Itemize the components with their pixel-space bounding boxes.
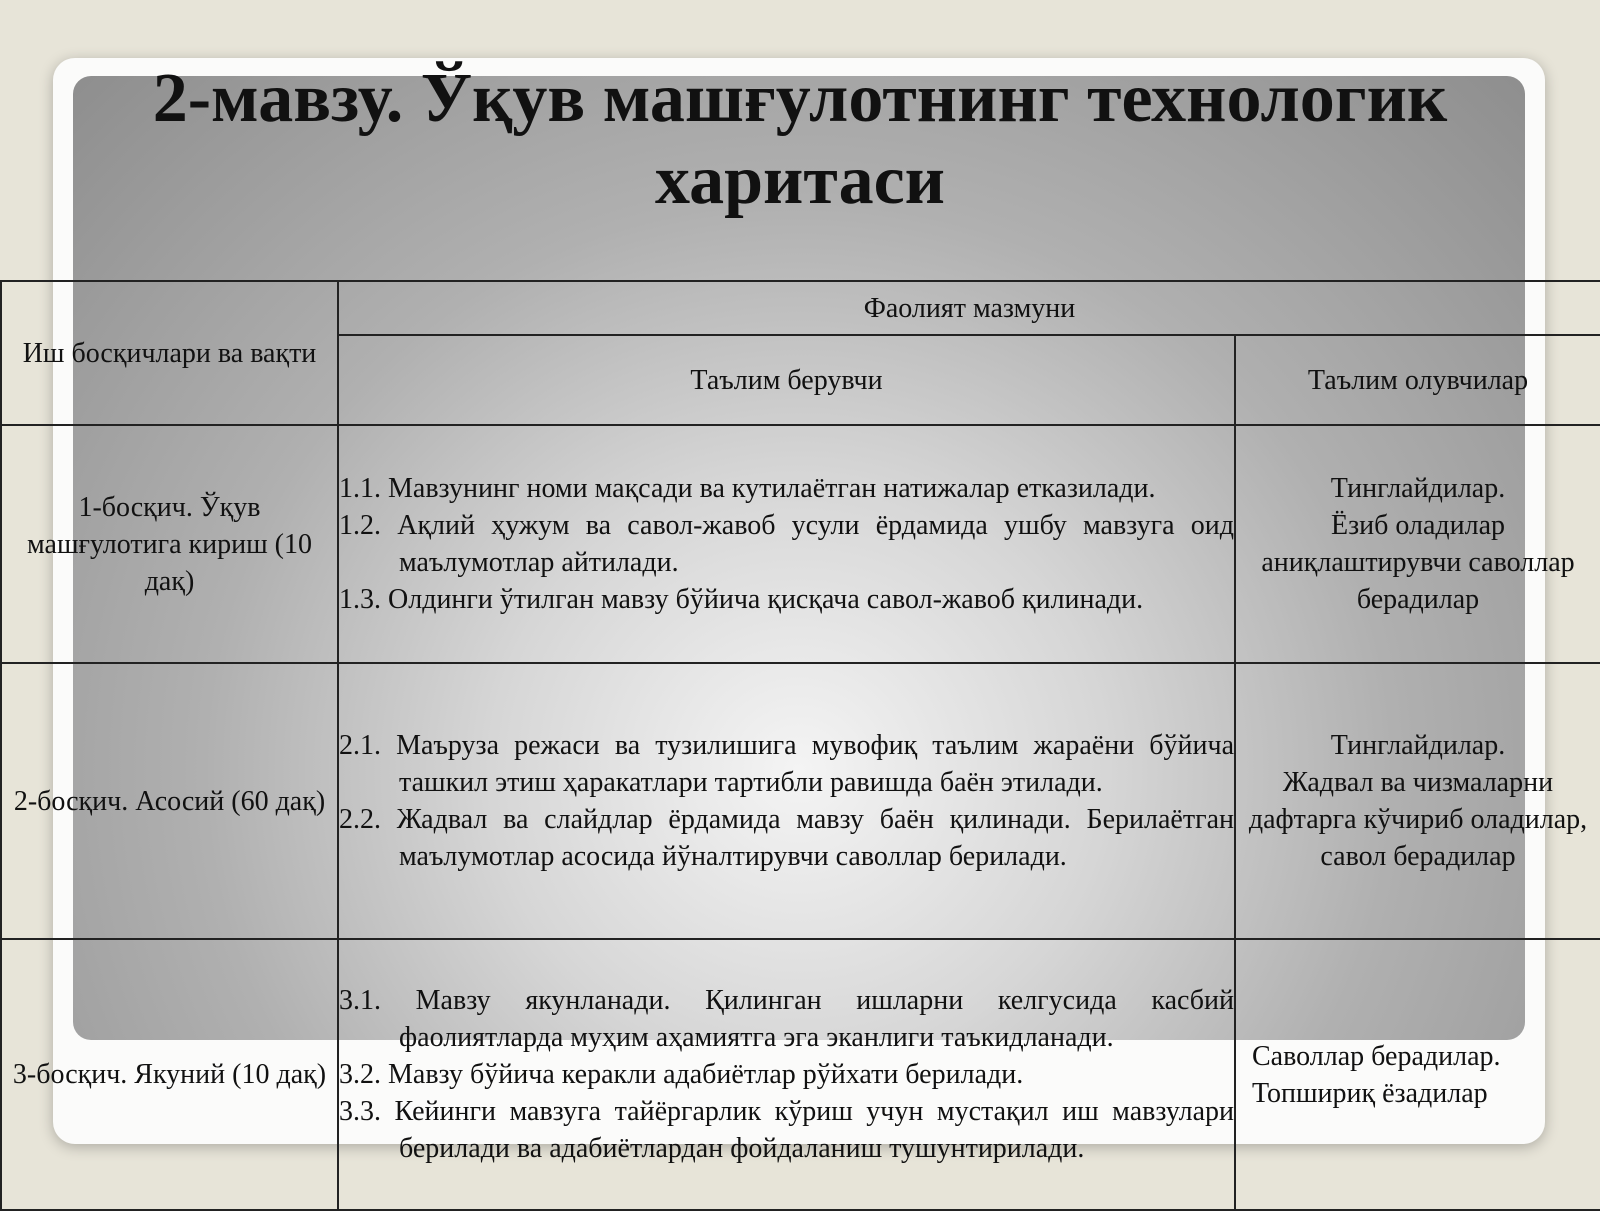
header-learners: Таълим олувчилар xyxy=(1235,335,1600,425)
learners-line: Ёзиб оладилар аниқлаштирувчи саволлар берадилар xyxy=(1261,510,1575,615)
table-row xyxy=(1,425,1600,663)
teacher-cell xyxy=(338,939,1235,1210)
teacher-item: 1.1. Мавзунинг номи мақсади ва кутилаётган натижалар етказилади. xyxy=(339,473,1156,504)
stage-cell: 3-босқич. Якуний (10 дақ) xyxy=(1,939,338,1210)
technology-map-table xyxy=(0,280,1600,1211)
header-activity: Фаолият мазмуни xyxy=(338,281,1600,335)
teacher-item: 3.3. Кейинги мавзуга тайёргарлик кўриш учун мустақил иш мавзулари берилади ва адабиётлардан фойдаланиш тушунтирилади. xyxy=(339,1096,1234,1164)
table-row xyxy=(1,939,1600,1210)
learners-cell xyxy=(1235,425,1600,663)
teacher-item: 2.1. Маъруза режаси ва тузилишига мувофиқ таълим жараёни бўйича ташкил этиш ҳаракатлари тартибли равишда баён этилади. xyxy=(339,730,1234,798)
learners-line: Тинглайдилар. xyxy=(1330,473,1506,504)
stage-cell: 2-босқич. Асосий (60 дақ) xyxy=(1,663,338,939)
header-stages: Иш босқичлари ва вақти xyxy=(1,281,338,425)
teacher-item: 3.2. Мавзу бўйича керакли адабиётлар рўйхати берилади. xyxy=(339,1059,1024,1090)
learners-line: Жадвал ва чизмаларни дафтарга кўчириб оладилар, савол берадилар xyxy=(1248,767,1588,872)
slide-title: 2-мавзу. Ўқув машғулотнинг технологик харитаси xyxy=(152,60,1448,219)
table-row xyxy=(1,663,1600,939)
learners-line: Топшириқ ёзадилар xyxy=(1252,1077,1488,1109)
teacher-item: 2.2. Жадвал ва слайдлар ёрдамида мавзу баён қилинади. Берилаётган маълумотлар асосида йўналтирувчи саволлар берилади. xyxy=(339,804,1234,872)
teacher-item: 1.3. Олдинги ўтилган мавзу бўйича қисқача савол-жавоб қилинади. xyxy=(339,584,1144,615)
learners-line: Саволлар берадилар. xyxy=(1252,1040,1501,1072)
teacher-item: 3.1. Мавзу якунланади. Қилинган ишларни келгусида касбий фаолиятларда муҳим аҳамиятга эга эканлиги таъкидланади. xyxy=(339,985,1234,1053)
header-teacher: Таълим берувчи xyxy=(338,335,1235,425)
learners-cell xyxy=(1235,939,1600,1210)
teacher-cell xyxy=(338,425,1235,663)
learners-cell xyxy=(1235,663,1600,939)
learners-line: Тинглайдилар. xyxy=(1330,730,1506,761)
teacher-cell xyxy=(338,663,1235,939)
header-row-1 xyxy=(1,281,1600,335)
stage-cell: 1-босқич. Ўқув машғулотига кириш (10 дақ) xyxy=(1,425,338,663)
teacher-item: 1.2. Ақлий ҳужум ва савол-жавоб усули ёрдамида ушбу мавзуга оид маълумотлар айтилади. xyxy=(339,510,1234,578)
